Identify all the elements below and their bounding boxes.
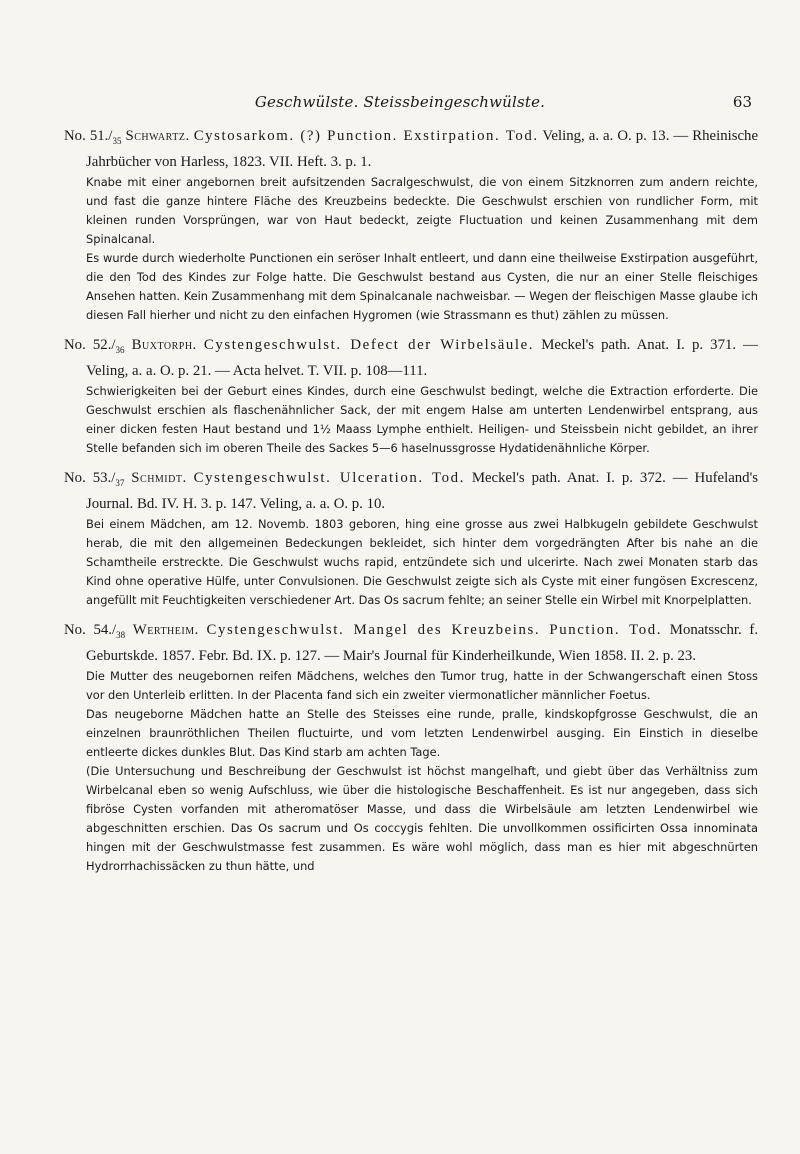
entry-52 xyxy=(64,335,758,458)
entry-number: No. 51./ xyxy=(64,128,113,144)
entry-body xyxy=(64,515,758,610)
entry-54 xyxy=(64,620,758,876)
running-head xyxy=(0,93,800,115)
entry-paragraph: (Die Untersuchung und Beschreibung der Geschwulst ist höchst mangelhaft, und giebt über das Verhältniss zum Wirbelcanal eben so wenig Aufschluss, wie über die histologische Beschaffenheit. Es ist nur angegeben, dass sich fibröse Cysten vorfanden mit atheromatöser Masse, und dass die Wirbelsäule am letzten Lendenwirbel wie abgeschnitten erschien. Das Os sacrum und Os coccygis fehlten. Die unvollkommen ossificirten Ossa innominata hingen mit der Geschwulstmasse fest zusammen. Es wäre wohl möglich, dass man es hier mit abgeschnürten Hydrorrhachissäcken zu thun hätte, und xyxy=(86,763,758,873)
entry-body xyxy=(64,173,758,325)
entry-title: Cystengeschwulst. Defect der Wirbelsäule. xyxy=(203,336,535,353)
entry-body xyxy=(64,382,758,458)
entry-references: Monatsschr. f. Geburtskde. 1857. Febr. Bd. IX. p. 127. — Mair's Journal für Kinderheilkunde, Wien 1858. II. 2. p. 23. xyxy=(86,621,759,664)
entry-number-sub: 36 xyxy=(115,344,125,355)
page-content xyxy=(64,126,758,886)
entry-author: Buxtorph. xyxy=(131,336,197,353)
entry-heading xyxy=(64,126,758,173)
entry-paragraph: Schwierigkeiten bei der Geburt eines Kindes, durch eine Geschwulst bedingt, welche die Extraction erforderte. Die Geschwulst erschien als flaschenähnlicher Sack, der mit engem Halse am unterten Lendenwirbel entsprang, aus einer dicken festen Haut bestand und 1½ Maass Lymphe enthielt. Heiligen- und Steissbein nicht gebildet, an ihrer Stelle befanden sich im oberen Theile des Sackes 5—6 haselnussgrosse Hydatidenähnliche Körper. xyxy=(86,383,758,455)
entry-author: Wertheim. xyxy=(132,621,199,638)
entry-paragraph: Es wurde durch wiederholte Punctionen ein seröser Inhalt entleert, und dann eine theilweise Exstirpation ausgeführt, die den Tod des Kindes zur Folge hatte. Die Geschwulst bestand aus Cysten, die nur an einer Stelle fleischiges Ansehen hatten. Kein Zusammenhang mit dem Spinalcanale nachweisbar. — Wegen der fleischigen Masse glaube ich diesen Fall hierher und nicht zu den einfachen Hygromen (wie Strassmann es thut) zählen zu müssen. xyxy=(86,250,758,322)
entry-paragraph: Knabe mit einer angebornen breit aufsitzenden Sacralgeschwulst, die von einem Sitzknorren zum andern reichte, und fast die ganze hintere Fläche des Kreuzbeins bedeckte. Die Geschwulst erschien von rundlicher Form, mit kleinen runden Vorsprüngen, war von Haut bedeckt, zeigte Fluctuation und keinen Zusammenhang mit dem Spinalcanal. xyxy=(86,174,758,246)
entry-references: Meckel's path. Anat. I. p. 371. — Veling, a. a. O. p. 21. — Acta helvet. T. VII. p. 108—111. xyxy=(86,336,758,379)
entry-paragraph: Die Mutter des neugebornen reifen Mädchens, welches den Tumor trug, hatte in der Schwangerschaft einen Stoss vor den Unterleib erlitten. In der Placenta fand sich ein zweiter viermonatlicher männlicher Foetus. xyxy=(86,668,758,702)
entry-number: No. 52./ xyxy=(64,336,116,353)
entry-number-sub: 37 xyxy=(115,477,125,488)
entry-paragraph: Bei einem Mädchen, am 12. Novemb. 1803 geboren, hing eine grosse aus zwei Halbkugeln gebildete Geschwulst herab, die mit den allgemeinen Bedeckungen bekleidet, sich hinter dem vorgedrängten After bis nahe an die Schamtheile erstreckte. Die Geschwulst wuchs rapid, entzündete sich und ulcerirte. Nach zwei Monaten starb das Kind ohne operative Hülfe, unter Convulsionen. Die Geschwulst zeigte sich als Cyste mit einer fungösen Excrescenz, angefüllt mit Feuchtigkeiten verschiedener Art. Das Os sacrum fehlte; an seiner Stelle ein Wirbel mit Knorpelplatten. xyxy=(86,516,758,607)
entry-references: Veling, a. a. O. p. 13. — Rheinische Jahrbücher von Harless, 1823. VII. Heft. 3. p. 1. xyxy=(86,128,759,170)
entry-number: No. 53./ xyxy=(64,469,116,486)
entry-heading xyxy=(64,335,758,382)
entry-references: Meckel's path. Anat. I. p. 372. — Hufeland's Journal. Bd. IV. H. 3. p. 147. Veling, a. a. O. p. 10. xyxy=(86,469,758,512)
entry-heading xyxy=(64,468,758,515)
entry-53 xyxy=(64,468,758,610)
entry-title: Cystengeschwulst. Mangel des Kreuzbeins. Punction. Tod. xyxy=(206,621,663,638)
page-number: 63 xyxy=(732,93,752,111)
entry-number: No. 54./ xyxy=(64,621,117,638)
entry-number-sub: 38 xyxy=(116,629,126,640)
entry-51 xyxy=(64,126,758,325)
entry-paragraph: Das neugeborne Mädchen hatte an Stelle des Steisses eine runde, pralle, kindskopfgrosse Geschwulst, die an einzelnen braunröthlichen Theilen fluctuirte, und vom letzten Lendenwirbel ausging. Ein Einstich in dieselbe entleerte dickes dunkles Blut. Das Kind starb am achten Tage. xyxy=(86,706,758,759)
entry-title: Cystosarkom. (?) Punction. Exstirpation. Tod. xyxy=(193,128,539,144)
entry-author: Schwartz. xyxy=(125,128,190,144)
entry-body xyxy=(64,667,758,876)
entry-title: Cystengeschwulst. Ulceration. Tod. xyxy=(193,469,465,486)
running-title: Geschwülste. Steissbeingeschwülste. xyxy=(254,93,546,111)
entry-heading xyxy=(64,620,758,667)
entry-number-sub: 35 xyxy=(112,135,122,146)
entry-author: Schmidt. xyxy=(131,469,187,486)
